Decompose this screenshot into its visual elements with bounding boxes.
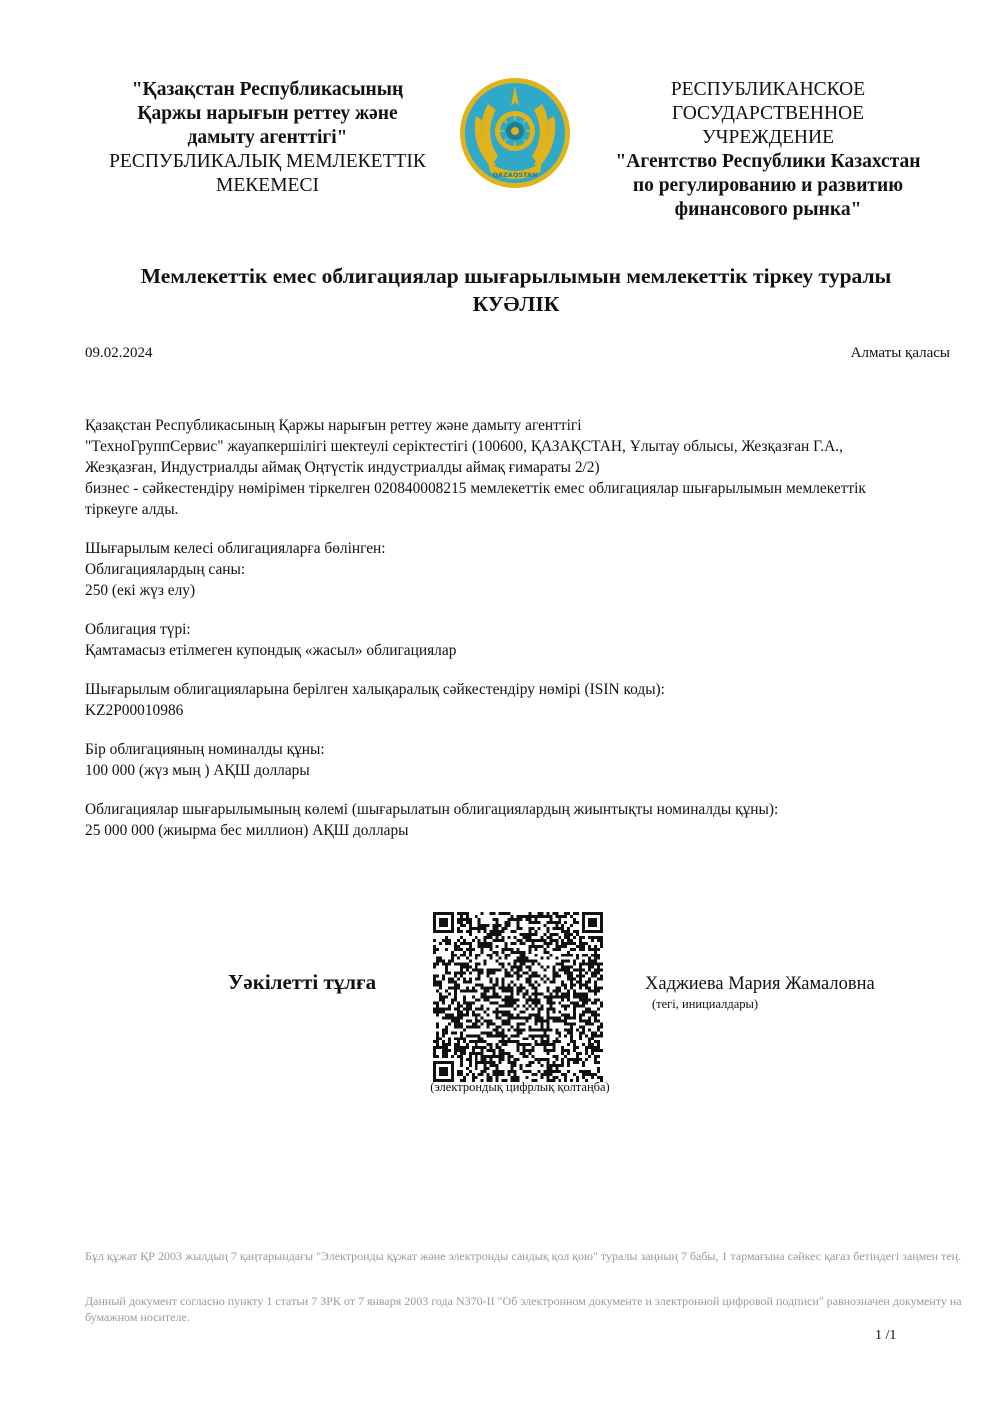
document-date: 09.02.2024 — [85, 345, 153, 361]
isin-value: KZ2P00010986 — [85, 702, 184, 719]
header-left-line: РЕСПУБЛИКАЛЫҚ МЕМЛЕКЕТТІК — [109, 151, 426, 172]
signature-label: Уәкілетті тұлға — [228, 970, 377, 994]
footer-note-ru: Данный документ согласно пункту 1 статьи 7 ЗРК от 7 января 2003 года N370-II "Об электронном документе и электронной цифровой подписи" равнозначен документу на бумажном носителе. — [85, 1294, 962, 1324]
emblem-text: QAZAQSTAN — [492, 171, 538, 179]
volume-label: Облигациялар шығарылымының көлемі (шығарылатын облигациялардың жиынтықты номиналды құны): — [85, 801, 779, 818]
volume-value: 25 000 000 (жиырма бес миллион) АҚШ доллары — [85, 822, 409, 839]
title-line: Мемлекеттік емес облигациялар шығарылымын мемлекеттік тіркеу туралы — [140, 264, 892, 288]
header-right-line: "Агентство Республики Казахстан — [615, 151, 921, 172]
footer-note-kz: Бұл құжат ҚР 2003 жылдың 7 қаңтарындағы "Электронды құжат және электронды сандық қол қою" туралы заңның 7 бабы, 1 тармағына сәйкес қағаз бетіндегі заңмен тең. — [85, 1249, 962, 1263]
signer-name-note: (тегі, инициалдары) — [652, 997, 759, 1011]
header-right-ru — [582, 78, 954, 222]
intro-line: тіркеуге алды. — [85, 501, 179, 518]
qr-code-icon — [433, 912, 603, 1082]
header-left-line: "Қазақстан Республикасының — [131, 79, 404, 100]
header-left-line: дамыту агенттігі" — [187, 127, 348, 148]
nominal-value: 100 000 (жүз мың ) АҚШ доллары — [85, 762, 310, 779]
isin-label: Шығарылым облигацияларына берілген халықаралық сәйкестендіру нөмірі (ISIN коды): — [85, 681, 665, 698]
header-right-line: РЕСПУБЛИКАНСКОЕ — [670, 79, 866, 100]
header-right-line: УЧРЕЖДЕНИЕ — [702, 127, 834, 148]
intro-line: Жезқазған, Индустриалды аймақ Оңтүстік индустриалды аймақ ғимараты 2/2) — [85, 459, 600, 476]
document-city: Алматы қаласы — [850, 345, 950, 361]
qr-caption: (электрондық цифрлық қолтаңба) — [430, 1080, 610, 1094]
type-value: Қамтамасыз етілмеген купондық «жасыл» облигациялар — [85, 642, 457, 659]
document-title — [60, 262, 972, 318]
signer-name: Хаджиева Мария Жамаловна — [645, 974, 875, 994]
division-label: Шығарылым келесі облигацияларға бөлінген: — [85, 540, 386, 557]
header-right-line: финансового рынка" — [674, 199, 862, 220]
header-right-line: ГОСУДАРСТВЕННОЕ — [671, 103, 865, 124]
header-left-line: МЕКЕМЕСІ — [216, 175, 319, 196]
header-left-line: Қаржы нарығын реттеу және — [137, 103, 398, 124]
header-left-kz — [70, 78, 465, 198]
intro-line: Қазақстан Республикасының Қаржы нарығын реттеу және дамыту агенттігі — [85, 417, 582, 434]
nominal-label: Бір облигацияның номиналды құны: — [85, 741, 325, 758]
state-emblem-icon — [458, 76, 572, 190]
type-label: Облигация түрі: — [85, 621, 191, 638]
qr-modules — [433, 912, 603, 1082]
count-value: 250 (екі жүз елу) — [85, 582, 196, 599]
header-right-line: по регулированию и развитию — [632, 175, 904, 196]
count-label: Облигациялардың саны: — [85, 561, 246, 578]
document-body — [85, 415, 955, 841]
intro-line: "ТехноГруппСервис" жауапкершілігі шектеулі серіктестігі (100600, ҚАЗАҚСТАН, Ұлытау облысы, Жезқазған Г.А., — [85, 438, 843, 455]
intro-line: бизнес - сәйкестендіру нөмірімен тіркелген 020840008215 мемлекеттік емес облигациялар шығарылымын мемлекеттік — [85, 480, 866, 497]
page-number: 1 /1 — [875, 1328, 897, 1343]
title-line: КУӘЛІК — [472, 292, 560, 316]
